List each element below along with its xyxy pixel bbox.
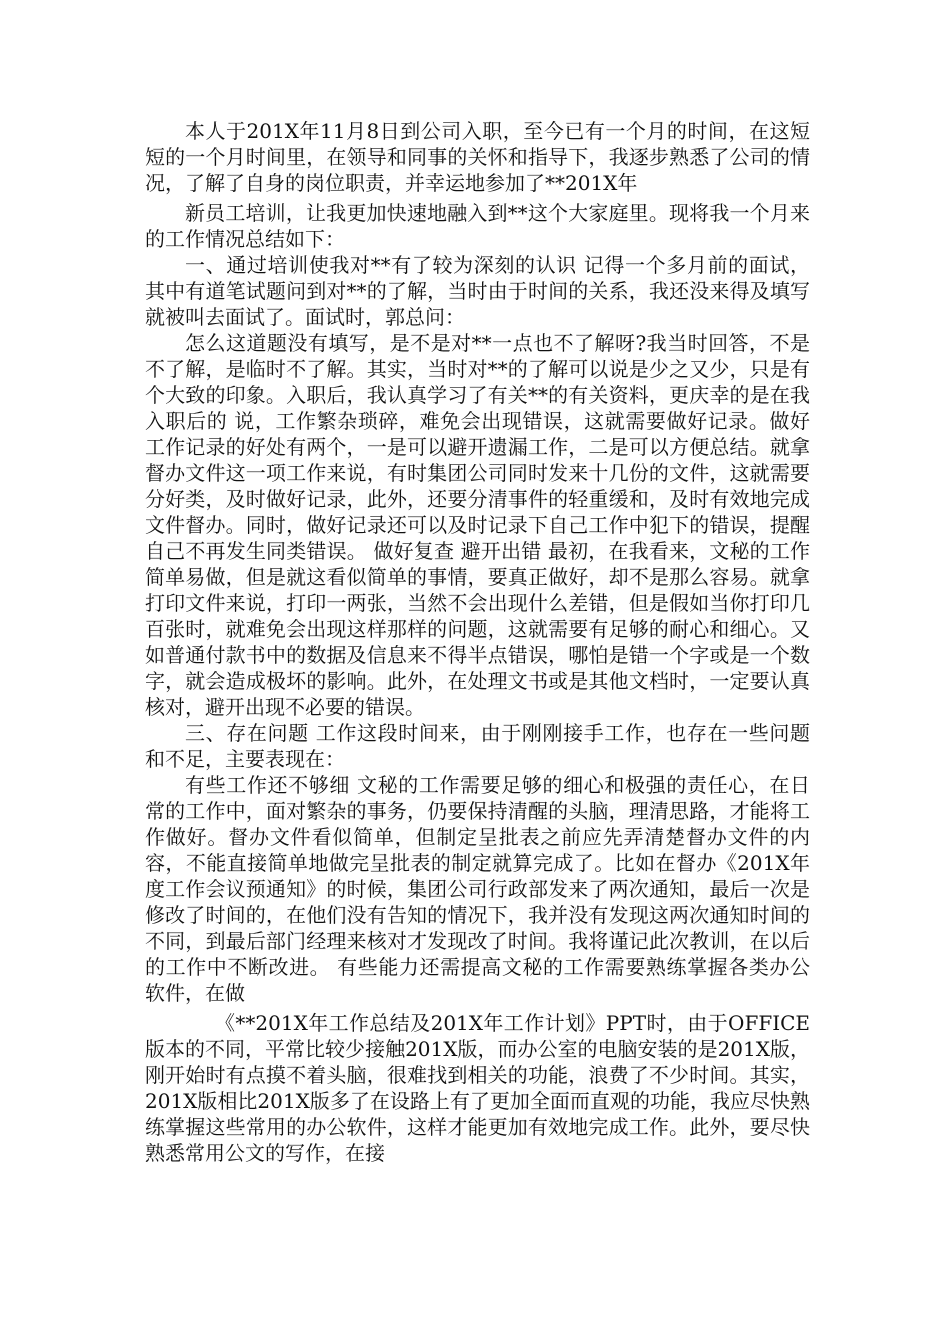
paragraph-not-careful: 有些工作还不够细 文秘的工作需要足够的细心和极强的责任心，在日常的工作中，面对繁杂的事务，仍要保持清醒的头脑，理清思路，才能将工作做好。督办文件看似简单，但制定呈批表之前应先弄清楚督办文件的内容，不能直接简单地做完呈批表的制定就算完成了。比如在督办《201X年度工作会议预通知》的时候，集团公司行政部发来了两次通知，最后一次是修改了时间的，在他们没有告知的情况下，我并没有发现这两次通知时间的不同，到最后部门经理来核对才发现改了时间。我将谨记此次教训，在以后的工作中不断改进。 有些能力还需提高文秘的工作需要熟练掌握各类办公软件，在做 <box>145 773 810 1005</box>
paragraph-records: 怎么这道题没有填写，是不是对**一点也不了解呀?我当时回答，不是不了解，是临时不了解。其实，当时对**的了解可以说是少之又少，只是有个大致的印象。入职后，我认真学习了有关**的有关资料，更庆幸的是在我入职后的 说，工作繁杂琐碎，难免会出现错误，这就需要做好记录。做好工作记录的好处有两个，一是可以避开遗漏工作，二是可以方便总结。就拿督办文件这一项工作来说，有时集团公司同时发来十几份的文件，这就需要分好类，及时做好记录，此外，还要分清事件的轻重缓和，及时有效地完成文件督办。同时，做好记录还可以及时记录下自己工作中犯下的错误，提醒自己不再发生同类错误。 做好复查 避开出错 最初，在我看来，文秘的工作简单易做，但是就这看似简单的事情，要真正做好，却不是那么容易。就拿打印文件来说，打印一两张，当然不会出现什么差错，但是假如当你打印几百张时，就难免会出现这样那样的问题，这就需要有足够的耐心和细心。又如普通付款书中的数据及信息来不得半点错误，哪怕是错一个字或是一个数字，就会造成极坏的影响。此外，在处理文书或是其他文档时，一定要认真核对，避开出现不必要的错误。 <box>145 331 810 719</box>
paragraph-intro: 本人于201X年11月8日到公司入职，至今已有一个月的时间，在这短短的一个月时间里，在领导和同事的关怀和指导下，我逐步熟悉了公司的情况，了解了自身的岗位职责，并幸运地参加了**201X年 <box>145 119 810 195</box>
paragraph-section-three: 三、存在问题 工作这段时间来，由于刚刚接手工作，也存在一些问题和不足，主要表现在： <box>145 721 810 771</box>
document-body <box>145 118 810 1166</box>
paragraph-section-one: 一、通过培训使我对**有了较为深刻的认识 记得一个多月前的面试，其中有道笔试题问到对**的了解，当时由于时间的关系，我还没来得及填写就被叫去面试了。面试时，郭总问： <box>145 253 810 329</box>
paragraph-ppt: 《**201X年工作总结及201X年工作计划》PPT时，由于OFFICE版本的不同，平常比较少接触201X版，而办公室的电脑安装的是201X版，刚开始时有点摸不着头脑，很难找到相关的功能，浪费了不少时间。其实，201X版相比201X版多了在设路上有了更加全面而直观的功能，我应尽快熟练掌握这些常用的办公软件，这样才能更加有效地完成工作。此外，要尽快熟悉常用公文的写作，在接 <box>145 1011 810 1165</box>
paragraph-training: 新员工培训，让我更加快速地融入到**这个大家庭里。现将我一个月来的工作情况总结如下： <box>145 201 810 251</box>
